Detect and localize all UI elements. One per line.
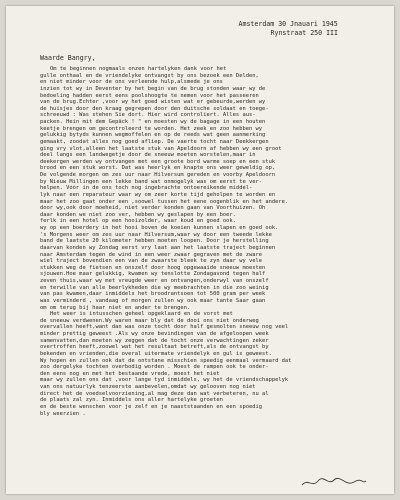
letter-line: van de brug.Echter ,voor wy het goed wisten wat er gebeurde,werden wy: [40, 99, 266, 106]
letter-line: packen. Hein mit dem Gepäck ! " en moesten wy de bagage in een houten: [40, 119, 266, 125]
letter-line: schreeuwd : Was stehen Sie dort. Hier wird controliert. Alles aus-: [40, 112, 256, 119]
letter-line: helpen. Vóór in de ons toch nog ingebrachte ontoereikende middel-: [40, 185, 253, 192]
letter-line: de sneeuw verdwenen.Wy waren maar bly dat de dooi ons niet onderweg: [40, 317, 259, 324]
letter-line: overtroffen heeft,zoowel wat het resultaat betreft,als de ontvangst by: [40, 344, 269, 351]
letter-line: brood en een stuk worst. Dat was heerlyk en knapte ons weer geweldig op,: [40, 165, 276, 172]
letter-line: van pas kwamen,daar inmiddels het broodrantsoen tot 500 gram per week: [40, 291, 266, 298]
letter-line: den eens nog en met het bestaande vrede, moest het niet: [40, 370, 220, 377]
letter-line: by Nieuw Millingen een lekke band wat onmogelyk was om eerst te ver-: [40, 178, 263, 185]
letter-line: was verminderd , vandaag of morgen zullen wy ook maar tante Saar gaan: [40, 297, 266, 304]
letter-page: [6, 6, 394, 494]
letter-line: minder prettig geweest .Als wy onze bevindingen van de afgeloopen week: [40, 331, 269, 337]
letter-body: [40, 66, 360, 417]
handwritten-signature: [298, 476, 368, 490]
letter-line: bekenden en vrienden,die overal uitermate vriendelyk en gul is geweest.: [40, 350, 272, 357]
letter-line: en terwille van alle beerlykheden die wy meebrachten in die zoo weinig: [40, 284, 269, 291]
address-line: Rynstraat 250 III: [270, 28, 338, 37]
letter-line: inzien tot wy in Deventer by het begin van de brug stonden waar wy de: [40, 85, 266, 92]
letter-header: [239, 20, 339, 37]
date-line: Amsterdam 30 Jnauari 1945: [238, 20, 338, 28]
letter-line: de plaats zal zyn. Inmiddels ons aller hartelyke groeten: [40, 397, 223, 404]
letter-line: daar konden we niet zoo ver, hebben wy geslapen by een boer.: [40, 211, 236, 218]
letter-line: Wy hopen en zullen ook dat de ontstane misschien speedig eenmaal vermaard dat: [40, 357, 292, 364]
letter-line: naar Amsterdam tegen de wind in een weer zwaar gegraven met de zware: [40, 251, 263, 258]
letter-line: samenvatten,dan moeten wy zeggen dat de tocht onze verwachtingen zeker: [40, 337, 269, 344]
letter-line: en niet minder voor de ons verleende hulp,alsmede je ons: [40, 79, 223, 86]
letter-line: deel langs een landwegetje door de sneeuw moeten worstelen,maar in: [40, 152, 256, 159]
letter-line: zeven thuis,waar wy met vreugde weer en ontvangen,onderwyl van onszelf: [40, 278, 269, 284]
letter-line: maar wy zullen ons dat ,voor lange tyd inmiddels, wy het de vriendschappelyk: [40, 377, 289, 384]
letter-line: band de laatste 20 kilometer hebben moeten loopen. Door je herstelling: [40, 238, 269, 245]
letter-line: ferlk in een hotel op een hooizolder, waar koud en goed ook.: [40, 218, 236, 225]
letter-line: ging vry vlot,alleen het laatste stuk van Apeldoorn af hebben wy een groot: [40, 145, 282, 152]
letter-line: de huisjes door den kraag gegrepen door den duitsche soldaat en toege-: [40, 105, 269, 112]
letter-line: om om terug bij haar niet en ander te brengen.: [40, 304, 191, 311]
letter-line: gelukkig bytyds kunnen wegmoffelen en op de reeds wat geen aanmerking: [40, 132, 266, 139]
salutation: Waarde Bangry,: [40, 54, 96, 62]
letter-line: wy op een boerdery in het hooi boven de koeien kunnen slapen en goed ook.: [40, 225, 279, 231]
letter-line: gulle onthaal en de vriendelyke ontvangst by ons bezoek een Delden,: [40, 72, 259, 79]
letter-line: overvallen heeft,want dan was onze tocht door half gesmolten sneeuw nog veel: [40, 324, 289, 331]
letter-line: Het weer is intusschen geheel opgeklaard en de vorst met: [50, 311, 233, 318]
letter-line: lyk naar een reparateur waar wy om zeer korte tijd geholpen te worden en: [40, 191, 276, 198]
letter-line: sjouwen.Hoe maar gelukkig, kwamen wy tenslotte Zondagavond tegen half: [40, 271, 266, 278]
letter-line: keetje brengen om gecontroleerd te worden. Het zeek en zoo hebben wy: [40, 125, 263, 132]
letter-line: bedoeling hadden eerst eens poolshoogte te nemen voor het passeeren: [40, 92, 259, 99]
letter-line: 's Morgens weer om zes uur naar Hilversum,waar wy door een tweede lekke: [40, 231, 272, 238]
letter-line: zoo dergelyke tochten overbodig worden . Moest de rampen ook te onder-: [40, 364, 269, 371]
letter-line: maar het zoo gaat onder een ,soowel tussen het eene oogenblik en het andere.: [40, 198, 289, 205]
letter-line: gemaakt, zoodat alles nog goed afliep. De vaerte tocht naar Deekkergen: [40, 138, 269, 145]
letter-line: deekergen werden wy ontvangen met een groote bord warme soep en een stuk: [40, 158, 276, 165]
letter-line: wiel traject bovendien een van de zwaarste bleek te zyn daar wy vele: [40, 258, 263, 265]
letter-line: De volgende morgen om zes uur naar Hilversum gereden en voorby Apeldoorn: [40, 172, 276, 178]
letter-line: daarvan konden wy Zondag eerst vry laat aan het laatste traject beginnen: [40, 244, 276, 251]
letter-line: stukken weg de fietsen en onszelf door hoog opgewaaide sneeuw moesten: [40, 264, 266, 271]
letter-line: Om te beginnen nogmaals onzen hartelyken dank voor het: [50, 66, 227, 72]
letter-line: en de beste wenschen voor je zelf en je naaststaanden en een spoedig: [40, 403, 263, 410]
letter-line: van ons natuurlyk tenzeerste aanbevelen,omdat wy gelooven nog niet: [40, 384, 256, 390]
letter-line: door wy,ook door moeheid, niet verder konden gaan van Voorthuizen. Oh: [40, 205, 266, 212]
letter-line: bly weerzien .: [40, 410, 86, 417]
letter-line: direct het de voedselvoorziening,al mag deze dan wat verbeteren, nu al: [40, 390, 269, 397]
